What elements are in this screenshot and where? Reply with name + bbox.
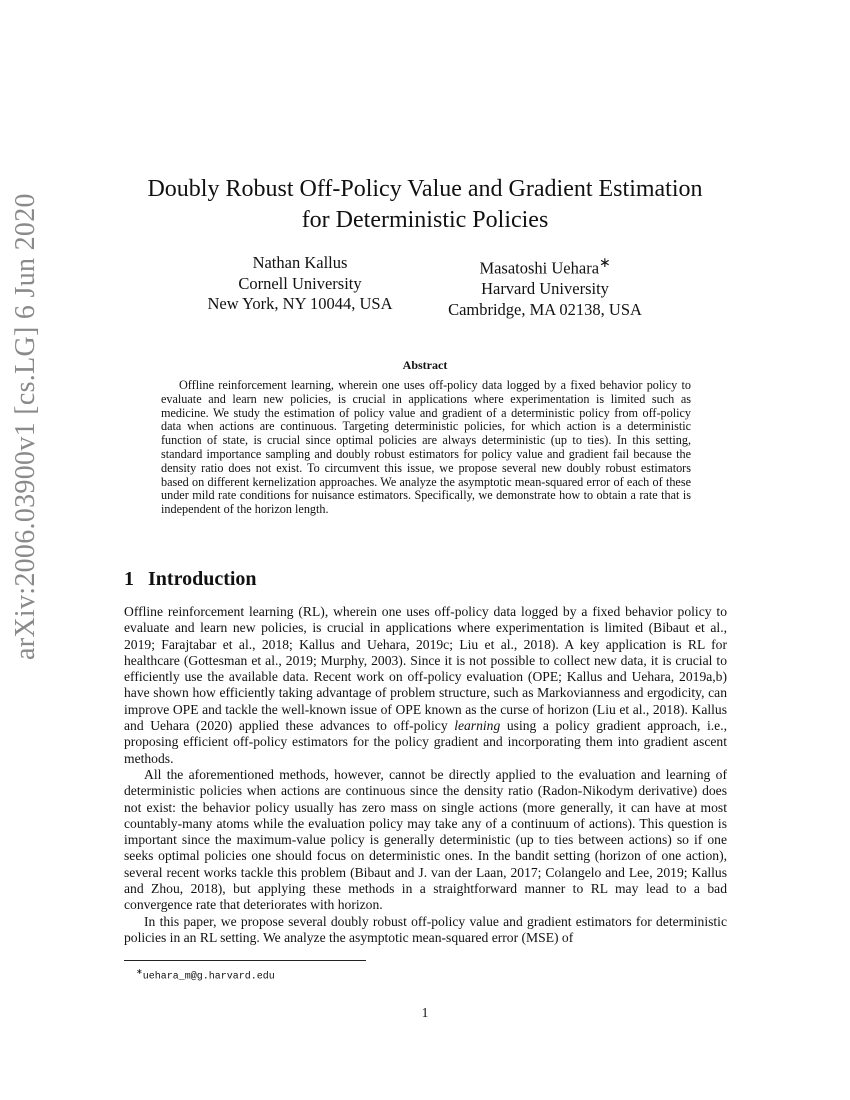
section-title: Introduction bbox=[148, 568, 257, 590]
author-name: Masatoshi Uehara bbox=[479, 258, 600, 278]
paragraph-2: All the aforementioned methods, however, cannot be directly applied to the evaluation and learning of deterministic policies when actions are continuous since the density ratio (Radon-Nikodym derivative) does not exist: the behavior policy usually has zero mass on single actions (more generally, it can have at most countably-many atoms while the evaluation policy may take any of a continuum of actions). This question is important since the maximum-value policy is generally deterministic (up to ties between actions) so if one seeks optimal policies one should focus on deterministic ones. In the bandit setting (horizon of one action), several recent works tackle this problem (Bibaut and J. van der Laan, 2017; Colangelo and Lee, 2019; Kallus and Zhou, 2018), but applying these methods in a straightforward manner to RL may lead to a bad convergence rate that deteriorates with horizon. bbox=[124, 766, 727, 913]
author-name-line bbox=[415, 253, 675, 279]
author-affiliation: Cornell University bbox=[238, 273, 362, 293]
paragraph-3: In this paper, we propose several doubly robust off-policy value and gradient estimators for deterministic policies in an RL setting. We analyze the asymptotic mean-squared error (MSE) of bbox=[124, 913, 727, 945]
author-name: Nathan Kallus bbox=[252, 253, 348, 272]
footnote-divider bbox=[124, 960, 366, 961]
paragraph-1-part-a: Offline reinforcement learning (RL), wherein one uses off-policy data logged by a fixed behavior policy to evaluate and learn new policies, is crucial in applications where experimentation is limited (Bibaut et al., 2019; Farajtabar et al., 2018; Kallus and Uehara, 2019c; Liu et al., 2018). A key application is RL for healthcare (Gottesman et al., 2019; Murphy, 2003). Since it is not possible to collect new data, it is crucial to efficiently use the available data. Recent work on off-policy evaluation (OPE; Kallus and Uehara, 2019a,b) have shown how efficiently taking advantage of problem structure, such as Markovianness and ergodicity, can improve OPE and tackle the well-known issue of OPE known as the curse of horizon (Liu et al., 2018). Kallus and Uehara (2020) applied these advances to off-policy bbox=[124, 604, 727, 734]
author-block-1 bbox=[170, 253, 430, 315]
author-footnote-mark: ∗ bbox=[599, 255, 611, 270]
author-location: Cambridge, MA 02138, USA bbox=[448, 299, 642, 319]
paper-title-line-2: for Deterministic Policies bbox=[301, 207, 549, 233]
abstract-heading: Abstract bbox=[402, 358, 448, 372]
introduction-body bbox=[124, 604, 727, 946]
paper-title bbox=[0, 174, 850, 236]
footnote-email: uehara_m@g.harvard.edu bbox=[142, 971, 275, 983]
footnote bbox=[136, 967, 275, 982]
arxiv-identifier-stamp: arXiv:2006.03900v1 [cs.LG] 6 Jun 2020 bbox=[10, 193, 41, 660]
footnote-mark: ∗ bbox=[136, 967, 143, 976]
abstract-text: Offline reinforcement learning, wherein one uses off-policy data logged by a fixed behavior policy to evaluate and learn new policies, is crucial in applications where experimentation is limited such as medicine. We study the estimation of policy value and gradient of a deterministic policy from off-policy data when actions are continuous. Targeting deterministic policies, for which action is a deterministic function of state, is crucial since optimal policies are always deterministic (up to ties). In this setting, standard importance sampling and doubly robust estimators for policy value and gradient fail because the density ratio does not exist. To circumvent this issue, we propose several new doubly robust estimators based on different kernelization approaches. We analyze the asymptotic mean-squared error of each of these under mild rate conditions for nuisance estimators. Specifically, we demonstrate how to obtain a rate that is independent of the horizon length. bbox=[161, 378, 691, 517]
paragraph-1 bbox=[124, 604, 727, 767]
author-affiliation: Harvard University bbox=[481, 279, 609, 298]
paragraph-1-emphasis: learning bbox=[454, 718, 501, 734]
author-location: New York, NY 10044, USA bbox=[207, 294, 393, 313]
section-heading-introduction bbox=[124, 568, 257, 591]
page-number: 1 bbox=[421, 1005, 429, 1020]
author-block-2 bbox=[415, 253, 675, 320]
paper-title-line-1: Doubly Robust Off-Policy Value and Gradient Estimation bbox=[147, 176, 703, 202]
section-number: 1 bbox=[124, 568, 134, 590]
paragraph-1-part-b: using a policy gradient approach, i.e., proposing efficient off-policy estimators for the policy gradient and incorporating them into gradient ascent methods. bbox=[124, 718, 727, 766]
